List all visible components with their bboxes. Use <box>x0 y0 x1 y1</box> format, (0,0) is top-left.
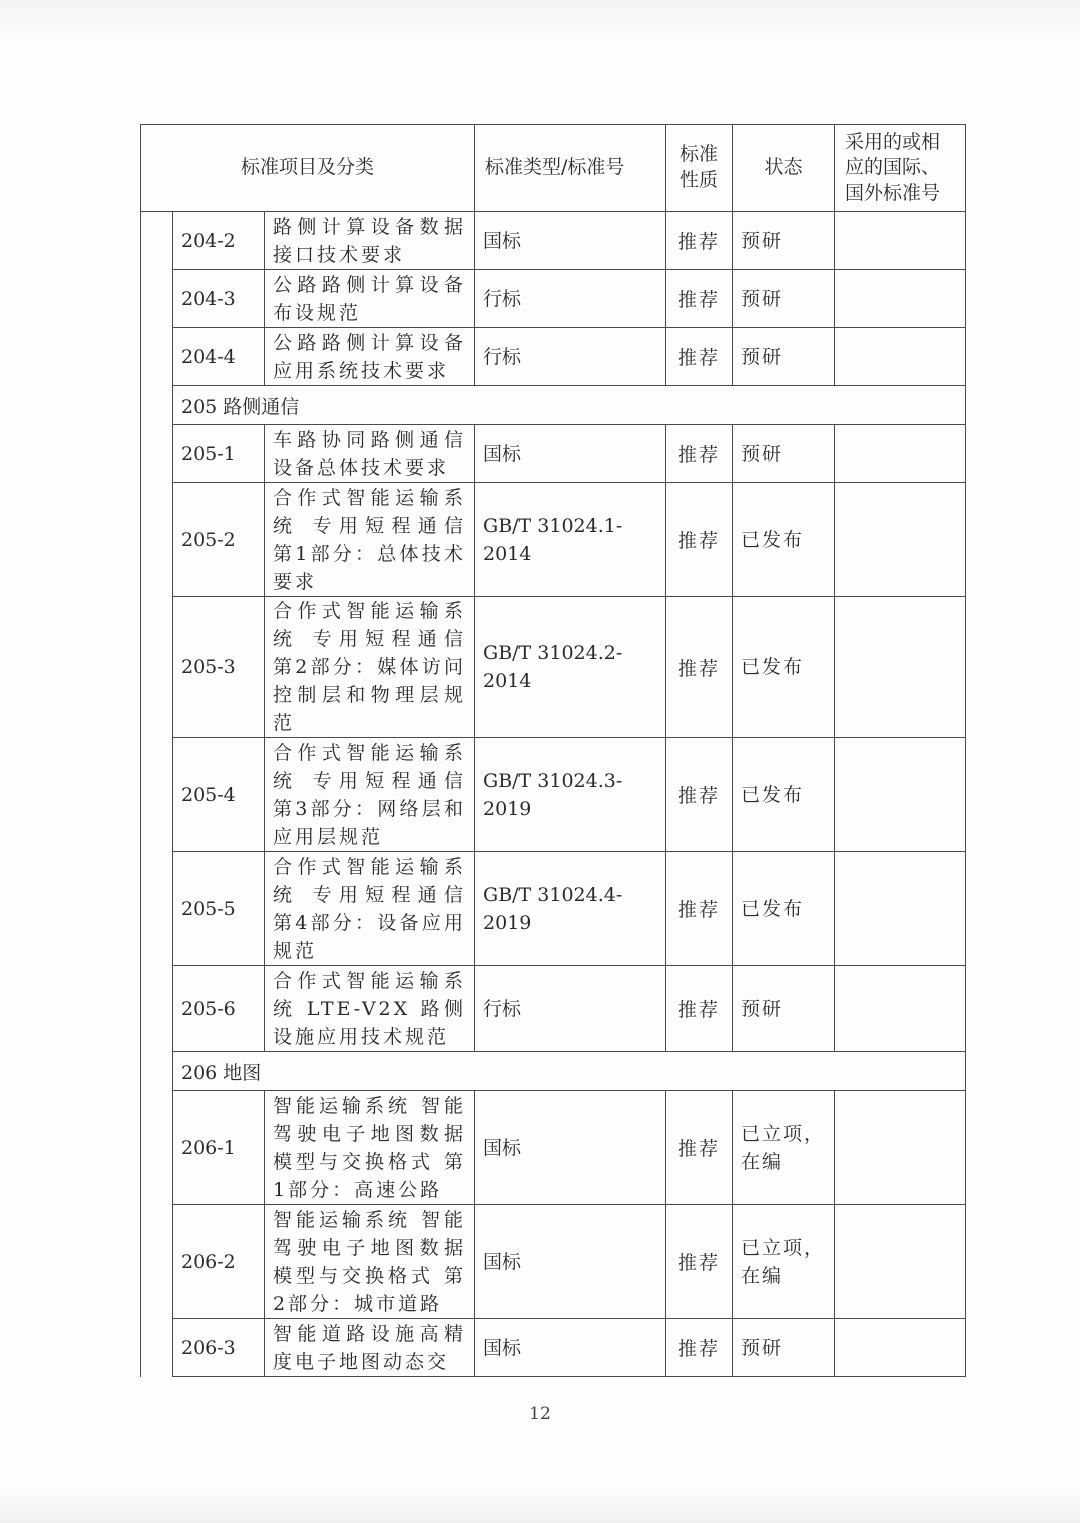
indent-cell <box>141 1205 173 1319</box>
indent-cell <box>141 1319 173 1377</box>
row-nature: 推荐 <box>666 1091 733 1205</box>
row-intl <box>835 597 966 738</box>
row-nature: 推荐 <box>666 483 733 597</box>
row-nature: 推荐 <box>666 1319 733 1377</box>
section-title: 205 路侧通信 <box>173 386 966 425</box>
row-intl <box>835 328 966 386</box>
table-row <box>141 328 966 386</box>
row-status: 已发布 <box>733 738 835 852</box>
row-code: 205-5 <box>173 852 265 966</box>
table-row <box>141 966 966 1052</box>
row-name: 智能运输系统 智能驾驶电子地图数据模型与交换格式 第2部分：城市道路 <box>265 1205 475 1319</box>
row-status: 已发布 <box>733 597 835 738</box>
section-title: 206 地图 <box>173 1052 966 1091</box>
row-nature: 推荐 <box>666 270 733 328</box>
table-row <box>141 1091 966 1205</box>
row-intl <box>835 483 966 597</box>
row-name: 合作式智能运输系统 LTE-V2X 路侧设施应用技术规范 <box>265 966 475 1052</box>
page-number: 12 <box>529 1404 551 1424</box>
indent-cell <box>141 483 173 597</box>
indent-cell <box>141 852 173 966</box>
row-code: 205-2 <box>173 483 265 597</box>
row-status: 预研 <box>733 966 835 1052</box>
row-status: 预研 <box>733 328 835 386</box>
table-header-row <box>141 125 966 212</box>
table-row <box>141 597 966 738</box>
row-nature: 推荐 <box>666 738 733 852</box>
indent-cell <box>141 270 173 328</box>
indent-cell <box>141 1052 173 1091</box>
row-code: 206-1 <box>173 1091 265 1205</box>
row-status: 已发布 <box>733 483 835 597</box>
row-type: 国标 <box>475 212 666 270</box>
table-row <box>141 483 966 597</box>
row-status: 预研 <box>733 270 835 328</box>
row-code: 204-2 <box>173 212 265 270</box>
row-name: 智能道路设施高精度电子地图动态交 <box>265 1319 475 1377</box>
table-row <box>141 270 966 328</box>
row-type: GB/T 31024.2-2014 <box>475 597 666 738</box>
indent-cell <box>141 738 173 852</box>
row-name: 合作式智能运输系统 专用短程通信 第3部分：网络层和应用层规范 <box>265 738 475 852</box>
row-nature: 推荐 <box>666 328 733 386</box>
row-type: GB/T 31024.1-2014 <box>475 483 666 597</box>
row-intl <box>835 1091 966 1205</box>
row-intl <box>835 738 966 852</box>
row-nature: 推荐 <box>666 425 733 483</box>
header-type-number: 标准类型/标准号 <box>475 125 666 212</box>
row-name: 合作式智能运输系统 专用短程通信 第4部分：设备应用规范 <box>265 852 475 966</box>
row-name: 路侧计算设备数据接口技术要求 <box>265 212 475 270</box>
row-type: GB/T 31024.4-2019 <box>475 852 666 966</box>
header-nature: 标准性质 <box>666 125 733 212</box>
row-type: 国标 <box>475 1091 666 1205</box>
indent-cell <box>141 966 173 1052</box>
row-status: 预研 <box>733 425 835 483</box>
row-type: 国标 <box>475 1205 666 1319</box>
table-row <box>141 1205 966 1319</box>
header-status: 状态 <box>733 125 835 212</box>
row-code: 204-3 <box>173 270 265 328</box>
row-intl <box>835 1319 966 1377</box>
table-row <box>141 212 966 270</box>
row-type: GB/T 31024.3-2019 <box>475 738 666 852</box>
row-nature: 推荐 <box>666 212 733 270</box>
row-intl <box>835 966 966 1052</box>
row-name: 车路协同路侧通信设备总体技术要求 <box>265 425 475 483</box>
row-code: 206-2 <box>173 1205 265 1319</box>
row-name: 公路路侧计算设备应用系统技术要求 <box>265 328 475 386</box>
row-nature: 推荐 <box>666 852 733 966</box>
row-code: 206-3 <box>173 1319 265 1377</box>
row-intl <box>835 425 966 483</box>
table-row <box>141 1319 966 1377</box>
indent-cell <box>141 1091 173 1205</box>
table-row <box>141 425 966 483</box>
row-nature: 推荐 <box>666 966 733 1052</box>
row-type: 行标 <box>475 966 666 1052</box>
row-type: 国标 <box>475 425 666 483</box>
row-code: 204-4 <box>173 328 265 386</box>
indent-cell <box>141 328 173 386</box>
row-nature: 推荐 <box>666 1205 733 1319</box>
row-code: 205-1 <box>173 425 265 483</box>
table-row <box>141 852 966 966</box>
row-code: 205-6 <box>173 966 265 1052</box>
row-intl <box>835 270 966 328</box>
row-type: 行标 <box>475 328 666 386</box>
row-status: 已发布 <box>733 852 835 966</box>
header-intl: 采用的或相应的国际、国外标准号 <box>835 125 966 212</box>
row-code: 205-3 <box>173 597 265 738</box>
row-intl <box>835 1205 966 1319</box>
row-name: 智能运输系统 智能驾驶电子地图数据模型与交换格式 第1部分：高速公路 <box>265 1091 475 1205</box>
row-nature: 推荐 <box>666 597 733 738</box>
row-status: 预研 <box>733 212 835 270</box>
indent-cell <box>141 425 173 483</box>
standards-table <box>140 124 966 1377</box>
indent-cell <box>141 386 173 425</box>
row-intl <box>835 852 966 966</box>
row-status: 已立项，在编 <box>733 1205 835 1319</box>
row-status: 预研 <box>733 1319 835 1377</box>
indent-cell <box>141 597 173 738</box>
row-name: 公路路侧计算设备布设规范 <box>265 270 475 328</box>
row-intl <box>835 212 966 270</box>
row-name: 合作式智能运输系统 专用短程通信 第1部分：总体技术要求 <box>265 483 475 597</box>
row-name: 合作式智能运输系统 专用短程通信 第2部分：媒体访问控制层和物理层规范 <box>265 597 475 738</box>
indent-cell <box>141 212 173 270</box>
row-type: 国标 <box>475 1319 666 1377</box>
row-type: 行标 <box>475 270 666 328</box>
section-row <box>141 1052 966 1091</box>
section-row <box>141 386 966 425</box>
row-code: 205-4 <box>173 738 265 852</box>
row-status: 已立项，在编 <box>733 1091 835 1205</box>
table-row <box>141 738 966 852</box>
header-item: 标准项目及分类 <box>141 125 475 212</box>
